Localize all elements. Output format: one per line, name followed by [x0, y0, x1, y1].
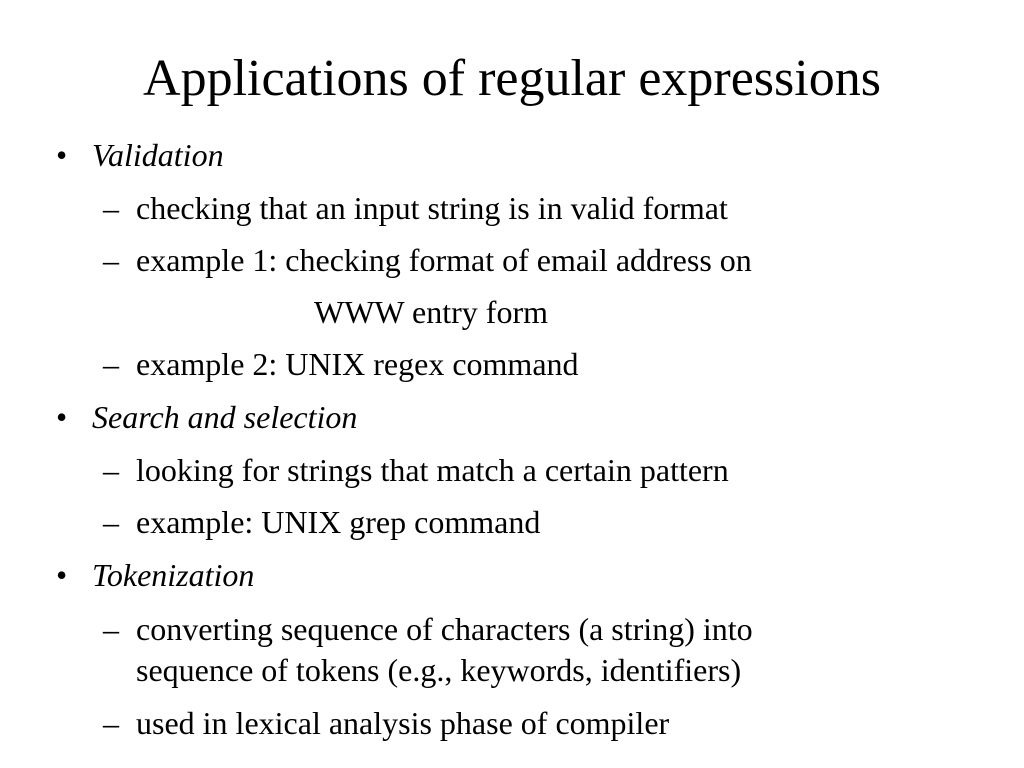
- dash-icon: –: [103, 346, 119, 382]
- dash-icon: –: [103, 705, 119, 741]
- dash-icon: –: [103, 242, 119, 278]
- sub-item-validation-2-continuation: WWW entry form: [314, 294, 548, 330]
- section-heading-validation: Validation: [92, 137, 224, 173]
- section-heading-tokenization: Tokenization: [92, 557, 255, 593]
- dash-icon: –: [103, 190, 119, 226]
- bullet-icon: •: [56, 137, 68, 173]
- sub-item-tokenization-2: used in lexical analysis phase of compiler: [136, 705, 670, 741]
- sub-item-tokenization-1-continuation: sequence of tokens (e.g., keywords, identifiers): [136, 652, 742, 688]
- sub-item-search-1: looking for strings that match a certain pattern: [136, 452, 729, 488]
- slide-title: Applications of regular expressions: [143, 50, 881, 107]
- dash-icon: –: [103, 611, 119, 647]
- bullet-icon: •: [56, 557, 68, 593]
- dash-icon: –: [103, 504, 119, 540]
- sub-item-tokenization-1: converting sequence of characters (a string) into: [136, 611, 753, 647]
- section-heading-search: Search and selection: [92, 399, 358, 435]
- dash-icon: –: [103, 452, 119, 488]
- sub-item-validation-3: example 2: UNIX regex command: [136, 346, 579, 382]
- sub-item-validation-1: checking that an input string is in valid format: [136, 190, 728, 226]
- sub-item-search-2: example: UNIX grep command: [136, 504, 541, 540]
- bullet-icon: •: [56, 399, 68, 435]
- sub-item-validation-2: example 1: checking format of email address on: [136, 242, 752, 278]
